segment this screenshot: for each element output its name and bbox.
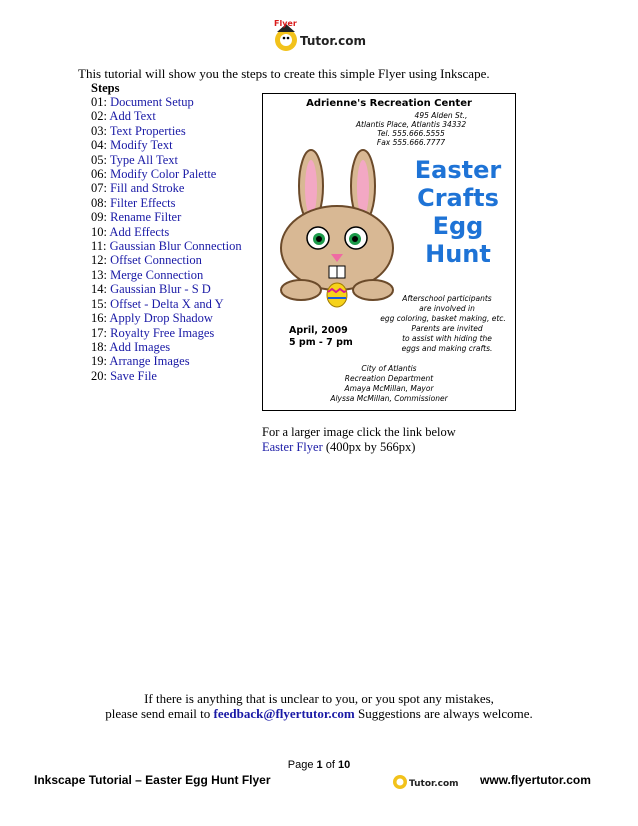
step-link[interactable]: Type All Text: [109, 152, 179, 167]
step-link[interactable]: Apply Drop Shadow: [109, 311, 213, 326]
flyer-title-easter: Easter: [414, 156, 502, 184]
feedback-email-link[interactable]: feedback@flyertutor.com: [213, 706, 355, 721]
flyer-desc5: to assist with hiding the: [402, 334, 492, 343]
larger-image-note: For a larger image click the link below: [262, 425, 456, 439]
step-link[interactable]: Offset Connection: [110, 253, 202, 268]
step-link[interactable]: Fill and Stroke: [110, 181, 185, 196]
footer-title: Inkscape Tutorial – Easter Egg Hunt Flyer: [34, 773, 271, 787]
flyer-tel: Tel. 555.666.5555: [377, 129, 445, 138]
flyer-desc3: egg coloring, basket making, etc.: [380, 314, 506, 323]
step-item: 04: Modify Text: [91, 138, 173, 153]
step-link[interactable]: Add Effects: [109, 224, 170, 239]
step-item: 03: Text Properties: [91, 123, 186, 138]
step-item: 07: Fill and Stroke: [91, 181, 185, 196]
step-link[interactable]: Rename Filter: [110, 210, 182, 225]
footer-website: www.flyertutor.com: [480, 773, 591, 787]
step-item: 11: Gaussian Blur Connection: [91, 239, 242, 254]
footer-logo-text: Tutor.com: [409, 779, 459, 789]
step-item: 09: Rename Filter: [91, 210, 182, 225]
step-item: 06: Modify Color Palette: [91, 167, 217, 182]
step-link[interactable]: Save File: [110, 368, 157, 383]
easter-egg-icon: [325, 280, 349, 308]
flyer-city3: Amaya McMillan, Mayor: [344, 384, 434, 393]
flyer-title-hunt: Hunt: [425, 240, 491, 268]
step-item: 16: Apply Drop Shadow: [91, 311, 213, 326]
step-link[interactable]: Add Images: [109, 339, 171, 354]
easter-flyer-link[interactable]: Easter Flyer: [262, 440, 323, 454]
step-item: 05: Type All Text: [91, 152, 179, 167]
step-item: 08: Filter Effects: [91, 195, 176, 210]
step-link[interactable]: Filter Effects: [110, 195, 176, 210]
closing-line2: please send email to feedback@flyertutor.com Suggestions are always welcome.: [105, 706, 533, 721]
step-link[interactable]: Merge Connection: [110, 267, 204, 282]
flyer-desc1: Afterschool participants: [402, 294, 492, 303]
step-link[interactable]: Text Properties: [109, 123, 186, 138]
step-link[interactable]: Modify Color Palette: [110, 167, 217, 182]
steps-heading: Steps: [91, 81, 120, 95]
flyer-desc2: are involved in: [419, 304, 475, 313]
flyer-title-egg: Egg: [432, 212, 484, 240]
step-link[interactable]: Gaussian Blur Connection: [109, 239, 242, 254]
steps-list: [91, 95, 242, 383]
step-link[interactable]: Modify Text: [110, 138, 173, 153]
step-item: 13: Merge Connection: [91, 267, 204, 282]
step-link[interactable]: Offset - Delta X and Y: [110, 296, 224, 311]
step-item: 01: Document Setup: [91, 95, 194, 109]
flyer-title-crafts: Crafts: [417, 184, 499, 212]
flyer-date: April, 2009: [289, 325, 348, 336]
flyer-city2: Recreation Department: [344, 374, 434, 383]
logo-flyer-text: Flyer: [274, 19, 297, 28]
step-item: 20: Save File: [91, 368, 157, 383]
intro-text: This tutorial will show you the steps to create this simple Flyer using Inkscape.: [78, 66, 490, 81]
step-item: 19: Arrange Images: [91, 354, 190, 369]
flyer-desc6: eggs and making crafts.: [401, 344, 493, 353]
flyer-time: 5 pm - 7 pm: [289, 337, 353, 348]
step-link[interactable]: Arrange Images: [109, 354, 190, 369]
step-link[interactable]: Royalty Free Images: [110, 325, 215, 340]
image-size-text: (400px by 566px): [325, 440, 416, 454]
larger-image-line: [262, 440, 415, 455]
step-item: 02: Add Text: [91, 109, 156, 124]
easter-flyer-image[interactable]: [262, 93, 516, 411]
flyer-address2: Atlantis Place, Atlantis 34332: [355, 120, 467, 129]
step-item: 15: Offset - Delta X and Y: [91, 296, 224, 311]
step-item: 14: Gaussian Blur - S D: [91, 282, 211, 297]
page-number: Page 1 of 10: [287, 759, 351, 771]
step-item: 18: Add Images: [91, 339, 171, 354]
closing-line1: If there is anything that is unclear to you, or you spot any mistakes,: [144, 691, 494, 706]
flyer-city4: Alyssa McMillan, Commissioner: [330, 394, 448, 403]
flyertutor-logo: [268, 18, 378, 58]
step-item: 17: Royalty Free Images: [91, 325, 215, 340]
logo-tutor-text: Tutor.com: [300, 34, 367, 48]
step-item: 12: Offset Connection: [91, 253, 202, 268]
flyer-desc4: Parents are invited: [411, 324, 483, 333]
flyer-fax: Fax 555.666.7777: [376, 138, 446, 147]
flyer-center-name: Adrienne's Recreation Center: [306, 98, 472, 109]
step-link[interactable]: Add Text: [109, 109, 156, 124]
footer-logo: [390, 770, 460, 792]
flyer-city1: City of Atlantis: [361, 364, 417, 373]
step-link[interactable]: Gaussian Blur - S D: [110, 282, 211, 297]
step-item: 10: Add Effects: [91, 224, 170, 239]
flyer-address1: 495 Alden St.,: [414, 111, 468, 120]
step-link[interactable]: Document Setup: [110, 95, 194, 109]
